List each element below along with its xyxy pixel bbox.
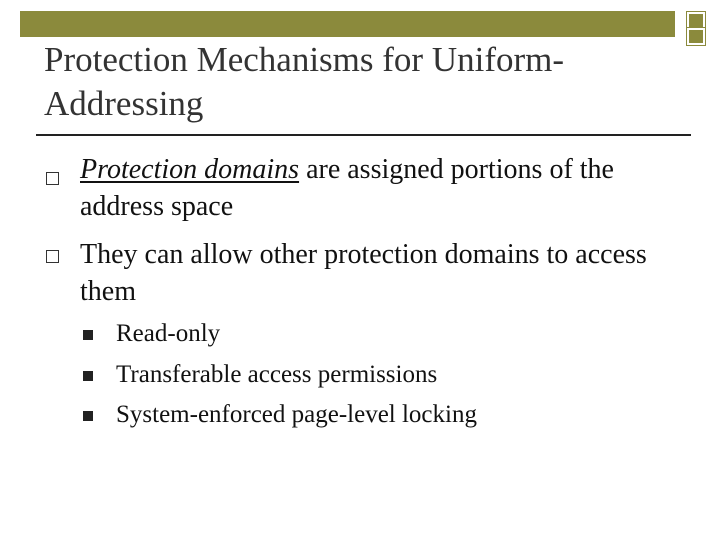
hollow-square-bullet-icon bbox=[46, 250, 59, 263]
sub-bullet-item: Transferable access permissions bbox=[116, 361, 438, 388]
sub-bullet-item: System-enforced page-level locking bbox=[116, 401, 477, 428]
bullet-item bbox=[80, 151, 680, 225]
hollow-square-bullet-icon bbox=[46, 172, 59, 185]
filled-square-bullet-icon bbox=[83, 330, 93, 340]
bullet-text: They can allow other protection domains to access them bbox=[80, 239, 647, 307]
slide-title: Protection Mechanisms for Uniform-Addressing bbox=[44, 40, 565, 123]
filled-square-bullet-icon bbox=[83, 371, 93, 381]
title-divider bbox=[36, 134, 691, 136]
filled-square-bullet-icon bbox=[83, 411, 93, 421]
bullet-item bbox=[80, 236, 680, 310]
sub-bullet-item: Read-only bbox=[116, 320, 221, 347]
corner-square-upper bbox=[687, 12, 705, 29]
bullet-emphasis: Protection domains bbox=[80, 154, 300, 185]
bullet-text: are assigned portions of the address space bbox=[80, 154, 614, 222]
title-decoration-band bbox=[20, 11, 675, 37]
corner-square-lower bbox=[687, 28, 705, 45]
